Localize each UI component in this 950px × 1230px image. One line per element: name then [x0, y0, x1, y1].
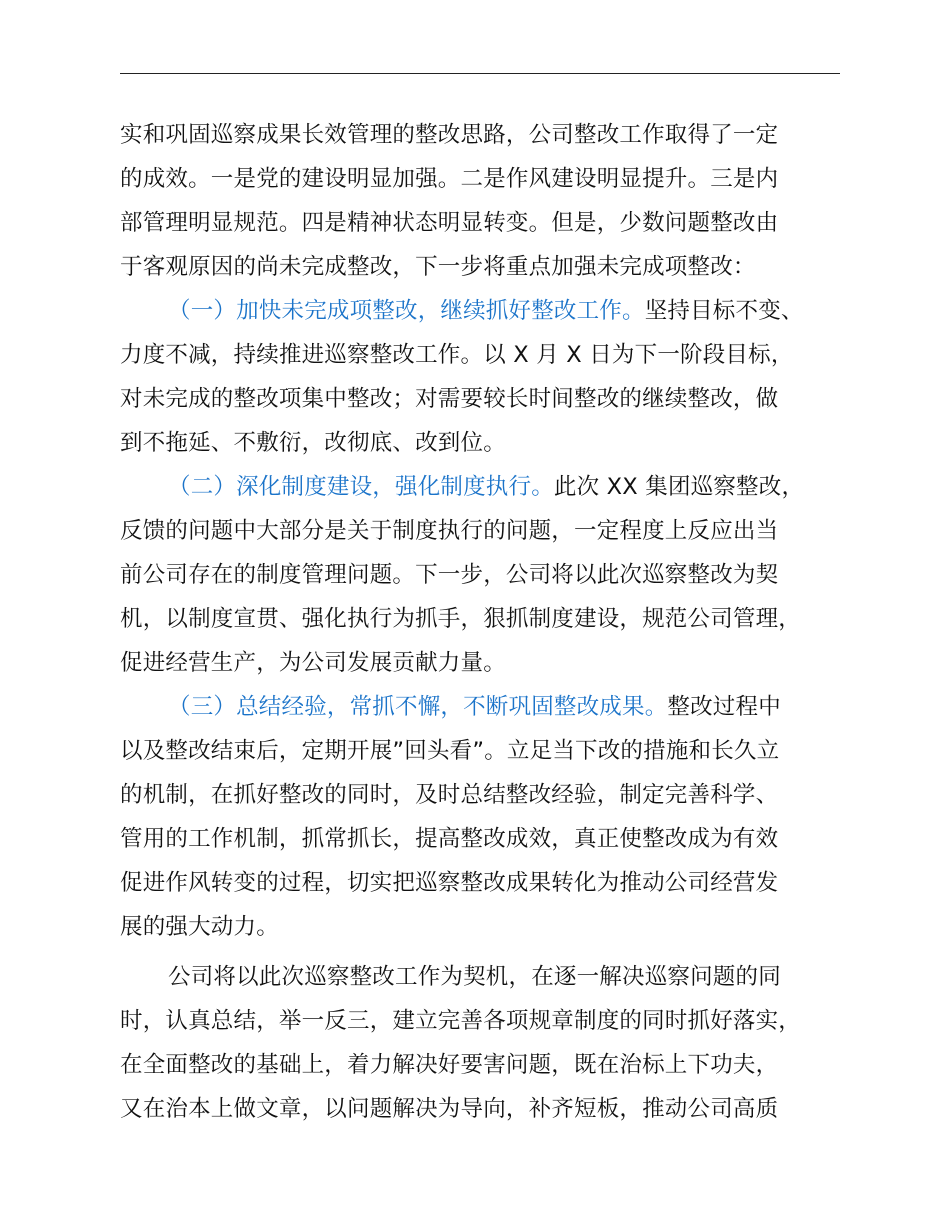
text-line: 以及整改结束后，定期开展”回头看”。立足当下改的措施和长久立 [120, 738, 780, 764]
section-text: 此次 XX 集团巡察整改， [553, 474, 805, 500]
text-line: 促进作风转变的过程，切实把巡察整改成果转化为推动公司经营发 [120, 870, 779, 896]
text-line: 的成效。一是党的建设明显加强。二是作风建设明显提升。三是内 [120, 166, 779, 192]
section-3 [120, 685, 860, 949]
section-first-line [120, 465, 860, 509]
header-rule [120, 73, 840, 74]
section-text: 整改过程中 [667, 694, 781, 720]
text-line: 又在治本上做文章，以问题解决为导向，补齐短板，推动公司高质 [120, 1096, 779, 1122]
document-body [120, 113, 860, 1131]
section-text: 坚持目标不变、 [644, 298, 804, 324]
text-line: 管用的工作机制，抓常抓长，提高整改成效，真正使整改成为有效 [120, 826, 779, 852]
section-heading: （一）加快未完成项整改，继续抓好整改工作。 [168, 298, 645, 324]
text-line: 展的强大动力。 [120, 914, 279, 940]
section-1 [120, 289, 860, 465]
text-line: 力度不减，持续推进巡察整改工作。以 X 月 X 日为下一阶段目标， [120, 342, 794, 368]
text-line: 公司将以此次巡察整改工作为契机，在逐一解决巡察问题的同 [168, 964, 781, 990]
text-line: 机，以制度宣贯、强化执行为抓手，狠抓制度建设，规范公司管理， [120, 606, 802, 632]
text-line: 到不拖延、不敷衍，改彻底、改到位。 [120, 430, 506, 456]
text-line: 反馈的问题中大部分是关于制度执行的问题，一定程度上反应出当 [120, 518, 779, 544]
text-line: 前公司存在的制度管理问题。下一步，公司将以此次巡察整改为契 [120, 562, 779, 588]
section-first-line [120, 289, 860, 333]
text-line: 部管理明显规范。四是精神状态明显转变。但是，少数问题整改由 [120, 210, 779, 236]
opening-paragraph [120, 113, 860, 289]
text-line: 的机制，在抓好整改的同时，及时总结整改经验，制定完善科学、 [120, 782, 779, 808]
text-line: 于客观原因的尚未完成整改，下一步将重点加强未完成项整改： [120, 254, 756, 280]
section-heading: （二）深化制度建设，强化制度执行。 [168, 474, 554, 500]
text-line: 对未完成的整改项集中整改；对需要较长时间整改的继续整改，做 [120, 386, 779, 412]
closing-paragraph [120, 955, 860, 1131]
section-2 [120, 465, 860, 685]
section-heading: （三）总结经验，常抓不懈，不断巩固整改成果。 [168, 694, 668, 720]
text-line: 时，认真总结，举一反三，建立完善各项规章制度的同时抓好落实， [120, 1008, 802, 1034]
text-line: 促进经营生产，为公司发展贡献力量。 [120, 650, 506, 676]
section-first-line [120, 685, 860, 729]
text-line: 在全面整改的基础上，着力解决好要害问题，既在治标上下功夫， [120, 1052, 779, 1078]
text-line: 实和巩固巡察成果长效管理的整改思路，公司整改工作取得了一定 [120, 122, 779, 148]
